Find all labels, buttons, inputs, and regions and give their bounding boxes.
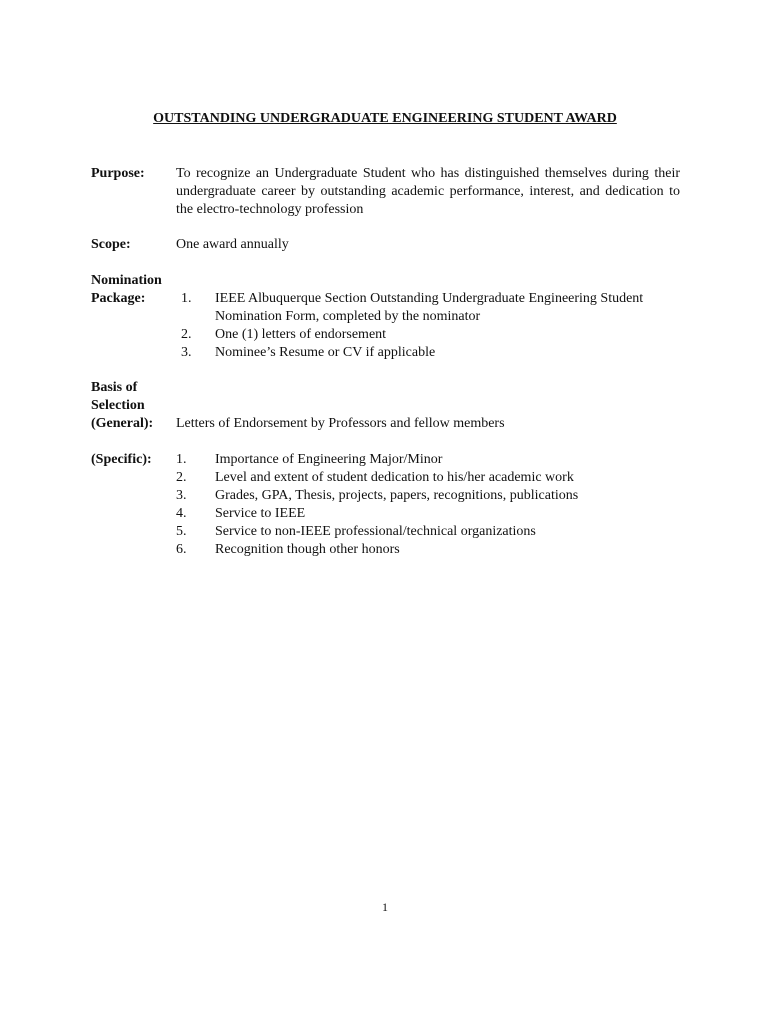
nomination-item-number: 1. xyxy=(181,291,192,306)
criteria-item-number: 5. xyxy=(176,524,187,539)
basis-label-line2: Selection xyxy=(91,398,145,413)
criteria-item-text: Service to IEEE xyxy=(215,506,306,521)
nomination-list xyxy=(176,290,684,362)
criteria-item xyxy=(176,487,684,505)
criteria-item xyxy=(176,523,684,541)
criteria-item-text: Level and extent of student dedication to his/her academic work xyxy=(215,470,574,485)
basis-specific-label: (Specific): xyxy=(91,452,152,467)
specific-criteria-list xyxy=(176,451,684,559)
nomination-item-number: 3. xyxy=(181,345,192,360)
basis-general-text: Letters of Endorsement by Professors and fellow members xyxy=(176,416,505,431)
document-title: OUTSTANDING UNDERGRADUATE ENGINEERING STUDENT AWARD xyxy=(153,111,617,126)
nomination-label-line2: Package: xyxy=(91,291,146,306)
scope-label: Scope: xyxy=(91,237,131,252)
page-number: 1 xyxy=(382,900,388,914)
nomination-label-line1: Nomination xyxy=(91,273,162,288)
criteria-item-text: Importance of Engineering Major/Minor xyxy=(215,452,443,467)
criteria-item-number: 3. xyxy=(176,488,187,503)
nomination-item xyxy=(176,344,684,362)
criteria-item xyxy=(176,469,684,487)
criteria-item-number: 4. xyxy=(176,506,187,521)
criteria-item-number: 2. xyxy=(176,470,187,485)
criteria-item xyxy=(176,451,684,469)
nomination-item xyxy=(176,290,684,326)
nomination-item-text: IEEE Albuquerque Section Outstanding Undergraduate Engineering Student Nomination Form, completed by the nominator xyxy=(215,291,644,324)
criteria-item-text: Service to non-IEEE professional/technical organizations xyxy=(215,524,536,539)
criteria-item xyxy=(176,541,684,559)
scope-text: One award annually xyxy=(176,237,289,252)
criteria-item-number: 1. xyxy=(176,452,187,467)
nomination-item-text: One (1) letters of endorsement xyxy=(215,327,387,342)
nomination-item xyxy=(176,326,684,344)
nomination-item-text: Nominee’s Resume or CV if applicable xyxy=(215,345,436,360)
criteria-item-text: Recognition though other honors xyxy=(215,542,400,557)
purpose-label: Purpose: xyxy=(91,166,145,181)
basis-label-line1: Basis of xyxy=(91,380,138,395)
criteria-item xyxy=(176,505,684,523)
basis-label-line3: (General): xyxy=(91,416,154,431)
criteria-item-number: 6. xyxy=(176,542,187,557)
nomination-item-number: 2. xyxy=(181,327,192,342)
purpose-text: To recognize an Undergraduate Student who has distinguished themselves during their undergraduate career by outstanding academic performance, interest, and dedication to the electro-technology profession xyxy=(176,166,680,217)
criteria-item-text: Grades, GPA, Thesis, projects, papers, recognitions, publications xyxy=(215,488,579,503)
